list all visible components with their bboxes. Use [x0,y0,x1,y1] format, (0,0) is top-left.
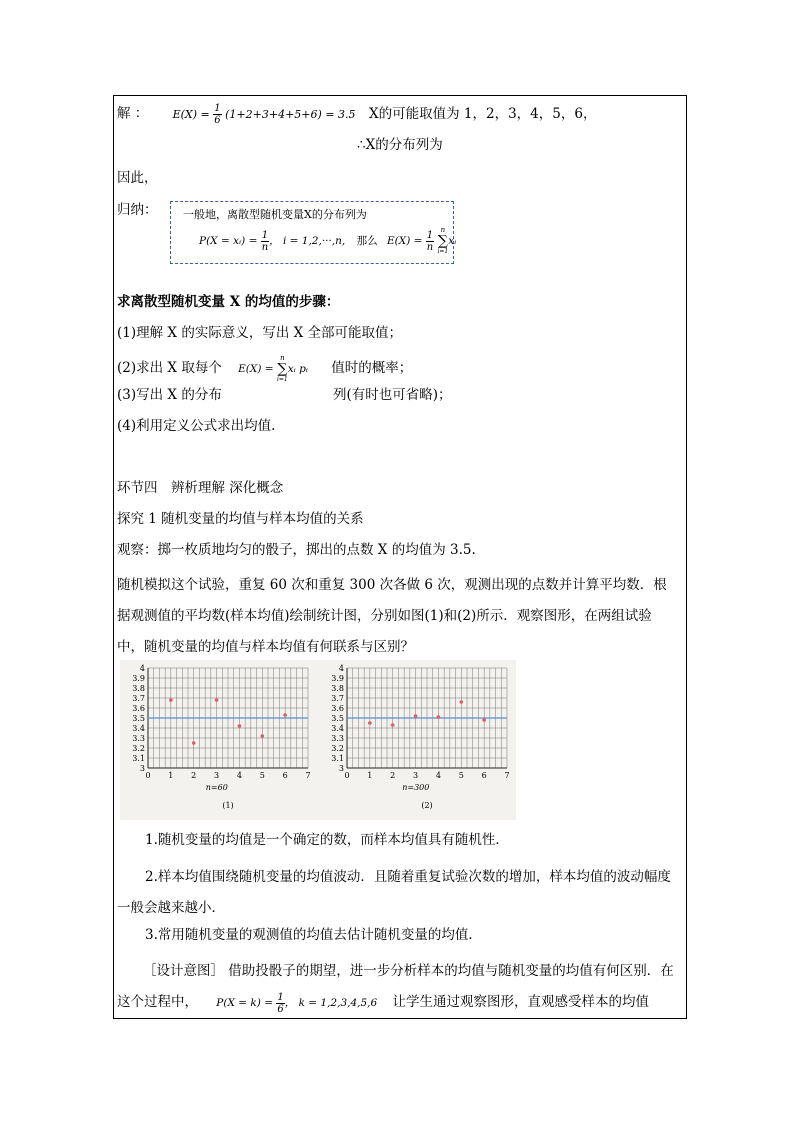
y-tick-label: 3.6 [331,704,344,713]
y-tick-label: 3.4 [331,724,344,733]
design-tail: 让学生通过观察图形，直观感受样本的均值 [392,994,650,1010]
section-heading: 环节四 辨析理解 深化概念 [117,480,284,496]
step-3 [117,385,222,405]
x-tick-label: 0 [145,771,151,780]
design-formula [216,991,380,1015]
p-num: 1 [261,229,269,241]
x-tick-label: 7 [305,771,311,780]
solution-label: 解 ： [117,105,149,122]
sum-top: n [440,226,446,234]
data-point [215,698,219,702]
formula-fraction [213,103,221,126]
design-cond: ， k = 1,2,3,4,5,6 [284,997,378,1009]
x-tick-label: 6 [481,771,487,780]
sum-bottom: i=1 [437,248,449,255]
step-2-sum-top: n [280,354,285,362]
design-intro: ［设计意图］ 借助投骰子的期望，进一步分析样本的均值与随机变量的均值有何区别．在这个过程中， [117,963,674,1010]
y-tick-label: 3.3 [331,734,344,743]
frac-den: 6 [214,115,221,126]
summary-e-lhs: E(X) = [386,235,423,247]
explore-title: 探究 1 随机变量的均值与样本均值的关系 [117,511,364,527]
summary-then: 那么 [356,235,378,247]
y-tick-label: 4 [139,664,145,673]
x-tick-label: 1 [168,771,174,780]
y-tick-label: 3.8 [331,684,344,693]
step-1: (1)理解 X 的实际意义，写出 X 全部可能取值； [117,325,403,341]
y-tick-label: 3.7 [331,694,344,703]
x-tick-label: 7 [504,771,510,780]
x-tick-label: 5 [458,771,464,780]
design-intent [117,956,677,1019]
data-point [437,715,441,719]
simulation-paragraph: 随机模拟这个试验，重复 60 次和重复 300 次各做 6 次，观测出现的点数并计算平均数．根据观测值的平均数(样本均值)绘制统计图，分别如图(1)和(2)所示．观察图形，在两组试验中，随机变量的均值与样本均值有何联系与区别？ [117,577,667,655]
step-2-sum-bottom: i=1 [276,376,288,383]
e-num: 1 [426,229,434,241]
step-2 [117,354,412,384]
y-tick-label: 3.9 [331,674,344,683]
chart-caption: (1) [222,801,234,810]
summary-sum: n ∑ i=1 [437,226,449,255]
data-point [391,723,395,727]
step-2-lhs: E(X) = [238,363,274,375]
step-2-sum: n ∑ i=1 [276,354,288,383]
charts-figure [120,660,516,820]
summary-p-frac [261,230,269,253]
solution-line [117,103,596,126]
summary-e-frac [426,230,434,253]
y-tick-label: 3.9 [132,674,145,683]
summary-p-cond: ， i = 1,2,···,n, [269,235,346,247]
conclusion-1: 1.随机变量的均值是一个确定的数，而样本均值具有随机性． [145,832,509,848]
design-frac [276,992,284,1015]
solution-formula [172,103,359,126]
x-tick-label: 1 [367,771,373,780]
data-point [482,718,486,722]
design-lhs: P(X = k) = [216,997,274,1009]
summary-p-lhs: P(X = xᵢ) = [199,235,258,247]
x-tick-label: 0 [344,771,350,780]
y-tick-label: 3.4 [132,724,145,733]
y-tick-label: 3.8 [132,684,145,693]
x-tick-label: 4 [435,771,441,780]
dist-text: ∴X的分布列为 [357,137,443,153]
step-2-formula [238,354,311,383]
data-point [283,713,287,717]
step-2-a: (2)求出 X 取每个 [117,360,222,376]
data-point [459,700,463,704]
x-tick-label: 6 [282,771,288,780]
y-tick-label: 3.3 [132,734,145,743]
x-tick-label: 4 [236,771,242,780]
x-tick-label: 3 [214,771,220,780]
design-num: 1 [277,991,284,1003]
y-tick-label: 3.6 [132,704,145,713]
x-tick-label: 3 [413,771,419,780]
e-den: n [426,241,434,253]
y-tick-label: 3.2 [132,744,145,753]
data-point [368,721,372,725]
chart-caption: (2) [421,801,433,810]
charts-svg [120,660,516,820]
y-tick-label: 4 [338,664,344,673]
step-3-a: (3)写出 X 的分布 [117,387,222,403]
frac-num: 1 [214,103,221,114]
summary-e-body: xᵢ [448,235,457,247]
data-point [414,714,418,718]
step-2-b: 值时的概率； [331,360,413,376]
y-tick-label: 3 [338,764,344,773]
step-3-b: 列(有时也可省略)； [333,387,452,403]
data-point [260,734,264,738]
conclusion-2: 2.样本均值围绕随机变量的均值波动．且随着重复试验次数的增加，样本均值的波动幅度一般会越来越小． [117,869,671,916]
summary-line1: 一般地，离散型随机变量X的分布列为 [183,208,367,221]
data-point [238,724,242,728]
summary-formula [199,226,456,256]
y-tick-label: 3.1 [331,754,344,763]
data-point [192,741,196,745]
step-2-body: xᵢ pᵢ [287,363,308,375]
therefore-text: 因此， [117,170,158,186]
observe-text: 观察：掷一枚质地均匀的骰子，掷出的点数 X 的均值为 3.5. [117,542,476,558]
p-den: n [261,241,269,253]
y-tick-label: 3 [139,764,145,773]
formula-rhs: (1+2+3+4+5+6) = 3.5 [225,107,356,121]
y-tick-label: 3.1 [132,754,145,763]
chart-xlabel: n=60 [205,783,228,792]
chart-xlabel: n=300 [402,783,430,792]
conclusion-3: 3.常用随机变量的观测值的均值去估计随机变量的均值． [145,927,482,943]
formula-lhs: E(X) = [172,107,210,121]
y-tick-label: 3.7 [132,694,145,703]
values-text: X的可能取值为 1，2，3，4，5，6， [369,105,597,122]
y-tick-label: 3.2 [331,744,344,753]
y-tick-label: 3.5 [132,714,145,723]
summary-label: 归纳： [117,202,158,218]
y-tick-label: 3.5 [331,714,344,723]
x-tick-label: 2 [191,771,197,780]
x-tick-label: 5 [259,771,265,780]
data-point [169,698,173,702]
step-4: (4)利用定义公式求出均值. [117,418,276,434]
summary-box [170,201,457,264]
x-tick-label: 2 [390,771,396,780]
steps-title: 求离散型随机变量 X 的均值的步骤： [117,294,340,310]
design-den: 6 [277,1003,284,1015]
